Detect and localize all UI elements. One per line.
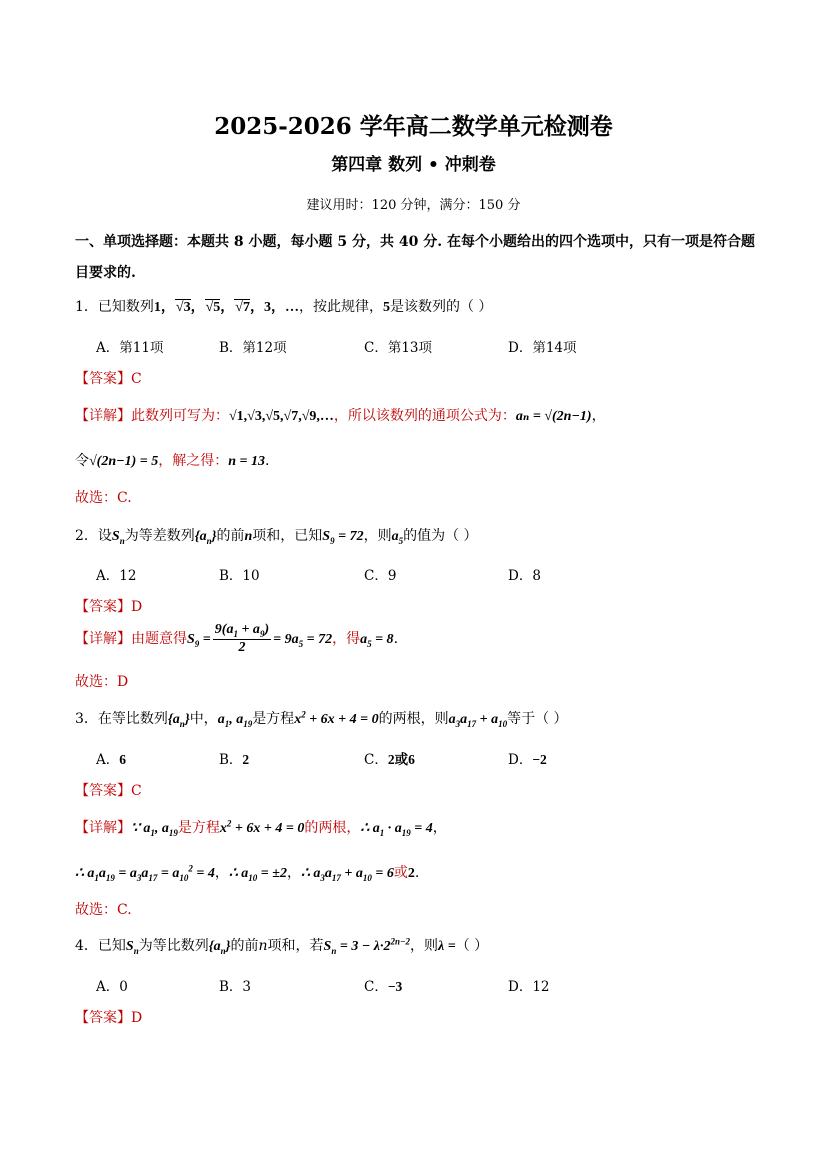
question-text: 已知数列 [97,299,154,315]
question-text: 是该数列的（ ） [389,299,493,315]
detail-3: 【详解】∵ $a_1$, $a_{19}$是方程$x^2 + 6x + 4 = 0$的两根，∴ $a_1 \cdot a_{19} = 4$， [75,818,447,838]
choose-3: 故选：C. [75,902,132,918]
math-expression: √1,√3,√5,√7,√9,… [229,409,334,424]
option-a: A．第11项 [96,340,164,356]
choose-1: 故选：C. [75,490,132,506]
question-4: 4．已知$S_n$为等比数列$\{a_n\}$的前n项和，若$S_n = 3 - \lambda\cdot 2^{2n-2}$，则λ =（ ） [75,936,489,956]
question-1 [75,296,492,316]
time-score-hint: 建议用时：120 分钟，满分：150 分 [306,198,521,213]
chapter-subtitle: 第四章 数列 • 冲刺卷 [331,155,496,175]
math-expression: aₙ = √(2n−1) [515,409,592,424]
exam-title: 2025-2026 学年高二数学单元检测卷 [214,113,613,140]
option-a: A．12 [96,568,137,584]
fraction: $\frac{9(a_1 + a_9)}{2}$ [214,622,270,655]
question-text: ，按此规律， [298,299,383,315]
math-expression: √(2n−1) = 5 [89,454,159,469]
option-d: D．12 [508,979,550,995]
option-c: C．第13项 [364,340,433,356]
answer-2: 【答案】D [75,599,143,615]
option-b: B．2 [219,752,250,768]
option-d: D．−2 [508,752,547,768]
option-c: C．2或6 [364,752,415,768]
sequence: 1，√3，√5，√7，3，… [153,300,299,315]
detail-2: 【详解】由题意得$S_9$ = $\frac{9(a_1 + a_9)}{2}$ = $9a_5 = 72$，得$a_5 = 8$. [75,622,399,655]
detail-1-cont: 令√(2n−1) = 5，解之得：n = 13. [75,453,270,469]
option-c: C．−3 [364,979,403,995]
option-a: A．6 [96,752,126,768]
option-d: D．第14项 [508,340,577,356]
answer-1: 【答案】C [75,371,142,387]
detail-3-cont: ∴ $a_1a_{19} = a_3a_{17} = a_{10}^2 = 4$，∴ $a_{10} = \pm 2$，∴ $a_3a_{17} + a_{10} = 6$或2. [75,863,420,883]
answer-3: 【答案】C [75,783,142,799]
section-heading: 一、单项选择题：本题共 8 小题，每小题 5 分，共 40 分. 在每个小题给出的四个选项中，只有一项是符合题目要求的. [75,234,755,281]
option-a: A．0 [96,979,128,995]
option-c: C．9 [364,568,397,584]
question-3: 3．在等比数列$\{a_n\}$中，$a_1$, $a_{19}$是方程$x^2 + 6x + 4 = 0$的两根，则$a_3a_{17} + a_{10}$等于（ ） [75,709,568,729]
option-d: D．8 [508,568,541,584]
question-2: 2．设$S_n$为等差数列$\{a_n\}$的前n项和，已知$S_9 = 72$，则$a_5$的值为（ ） [75,528,478,546]
option-b: B．10 [219,568,260,584]
question-number: 1． [75,299,98,315]
math-term: 5 [382,300,390,315]
detail-1: 【详解】此数列可写为：√1,√3,√5,√7,√9,…，所以该数列的通项公式为：aₙ = √(2n−1)， [75,408,606,424]
option-b: B．第12项 [219,340,287,356]
math-expression: n = 13 [228,454,266,469]
option-b: B．3 [219,979,252,995]
answer-4: 【答案】D [75,1010,143,1026]
choose-2: 故选：D [75,674,129,690]
